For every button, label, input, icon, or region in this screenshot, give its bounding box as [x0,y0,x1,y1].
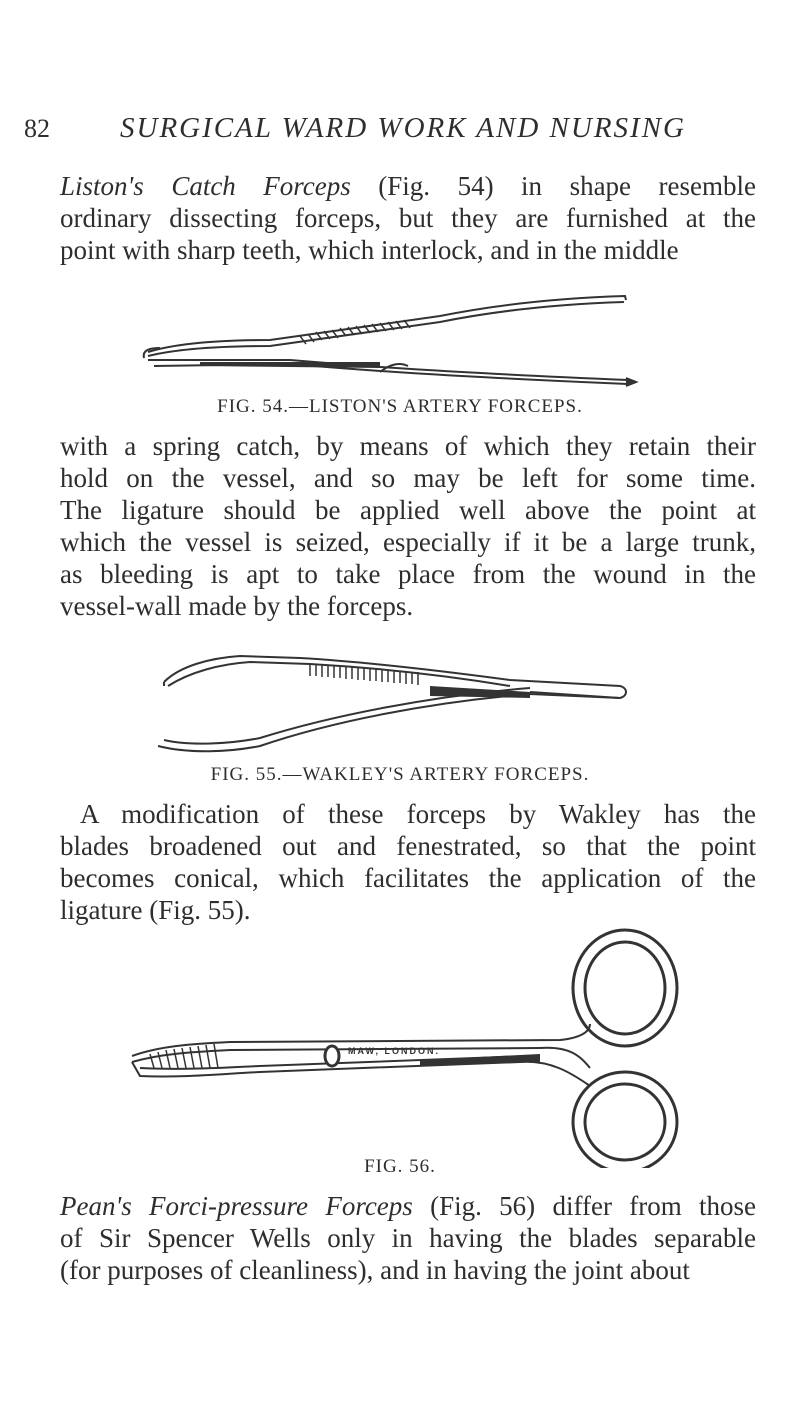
figure-54-caption: FIG. 54.—LISTON'S ARTERY FORCEPS. [217,396,583,417]
paragraph-line: becomes conical, which facilitates the application of the [60,863,756,893]
running-head: SURGICAL WARD WORK AND NURSING [120,112,686,144]
page-number: 82 [24,114,50,143]
paragraph-line: vessel-wall made by the forceps. [60,591,414,621]
page-header [24,104,764,148]
paragraph-line [60,1190,756,1222]
figure-56-caption: FIG. 56. [364,1156,436,1177]
figure-56-illustration [120,928,690,1168]
paragraph-line: A modification of these forceps by Wakley has the [80,799,756,829]
paragraph-line: point with sharp teeth, which interlock, and in the middle [60,235,679,265]
line-text: (Fig. 56) differ from those [412,1191,757,1221]
paragraph-line: ordinary dissecting forceps, but they are furnished at the [60,203,756,233]
paragraph-line: hold on the vessel, and so may be left for some time. [60,463,756,493]
paragraph-liston [60,170,756,266]
italic-term-pean: Pean's Forci-pressure Forceps [60,1191,413,1221]
paragraph-line: The ligature should be applied well above the point at [60,495,756,525]
line-text: (Fig. 54) in shape resemble [350,171,756,201]
paragraph-spring-catch [60,430,756,622]
paragraph-line: (for purposes of cleanliness), and in having the joint about [60,1255,690,1285]
paragraph-line: with a spring catch, by means of which they retain their [60,431,756,461]
paragraph-line: which the vessel is seized, especially if it be a large trunk, [60,527,756,557]
paragraph-pean [60,1190,756,1286]
paragraph-line: of Sir Spencer Wells only in having the blades separable [60,1223,756,1253]
figure-55-caption: FIG. 55.—WAKLEY'S ARTERY FORCEPS. [210,764,590,785]
maker-engraving: MAW, LONDON. [348,1046,440,1056]
figure-54-illustration [140,276,640,390]
italic-term-liston: Liston's Catch Forceps [60,171,351,201]
figure-55-illustration [150,642,640,762]
paragraph-line: ligature (Fig. 55). [60,895,251,925]
paragraph-line: as bleeding is apt to take place from the wound in the [60,559,756,589]
paragraph-line [60,170,756,202]
paragraph-line: blades broadened out and fenestrated, so that the point [60,831,756,861]
paragraph-wakley [60,798,756,926]
